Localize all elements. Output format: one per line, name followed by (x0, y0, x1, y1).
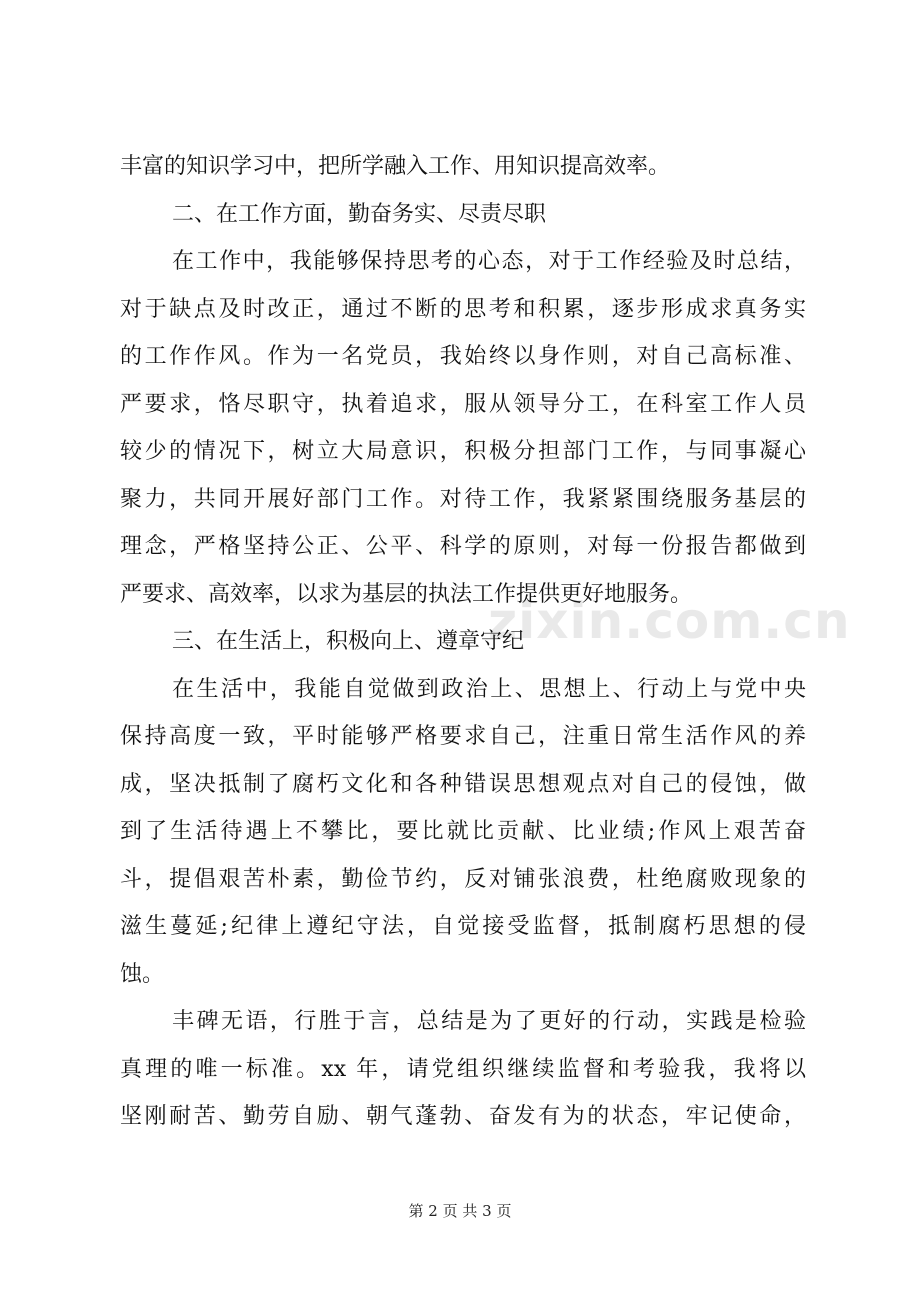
text-line: 丰富的知识学习中，把所学融入工作、用知识提高效率。 (120, 154, 671, 179)
text-line: 斗，提倡艰苦朴素，勤俭节约，反对铺张浪费，杜绝腐败现象的 (120, 866, 806, 892)
text-line: 聚力，共同开展好部门工作。对待工作，我紧紧围绕服务基层的 (120, 486, 806, 512)
text-line: 严要求、高效率，以求为基层的执法工作提供更好地服务。 (120, 581, 693, 607)
text-line: 到了生活待遇上不攀比，要比就比贡献、比业绩;作风上艰苦奋 (120, 819, 806, 844)
paragraph-first-line: 在生活中，我能自觉做到政治上、思想上、行动上与党中央 (172, 676, 806, 702)
text-line: 的工作作风。作为一名党员，我始终以身作则，对自己高标准、 (120, 344, 806, 369)
paragraph-first-line: 在工作中，我能够保持思考的心态，对于工作经验及时总结， (172, 249, 806, 274)
text-line: 成，坚决抵制了腐朽文化和各种错误思想观点对自己的侵蚀，做 (120, 771, 806, 797)
watermark: zixin.com.cn (488, 592, 851, 650)
paragraph-first-line: 丰碑无语，行胜于言，总结是为了更好的行动，实践是检验 (172, 1009, 806, 1034)
text-line: 真理的唯一标准。xx 年，请党组织继续监督和考验我，我将以 (120, 1056, 806, 1082)
text-line: 较少的情况下，树立大局意识，积极分担部门工作，与同事凝心 (120, 439, 806, 464)
text-line: 坚刚耐苦、勤劳自励、朝气蓬勃、奋发有为的状态，牢记使命， (120, 1104, 806, 1129)
text-line: 保持高度一致，平时能够严格要求自己，注重日常生活作风的养 (120, 724, 806, 749)
page-footer: 第 2 页 共 3 页 (408, 1202, 512, 1220)
section-heading: 三、在生活上，积极向上、遵章守纪 (172, 629, 525, 654)
text-line: 蚀。 (120, 961, 165, 987)
text-line: 对于缺点及时改正，通过不断的思考和积累，逐步形成求真务实 (120, 296, 806, 322)
document-body (120, 143, 806, 1141)
text-line: 理念，严格坚持公正、公平、科学的原则，对每一份报告都做到 (120, 534, 806, 559)
text-line: 滋生蔓延;纪律上遵纪守法，自觉接受监督，抵制腐朽思想的侵 (120, 914, 806, 939)
text-line: 严要求，恪尽职守，执着追求，服从领导分工，在科室工作人员 (120, 391, 806, 417)
section-heading: 二、在工作方面，勤奋务实、尽责尽职 (172, 201, 547, 227)
